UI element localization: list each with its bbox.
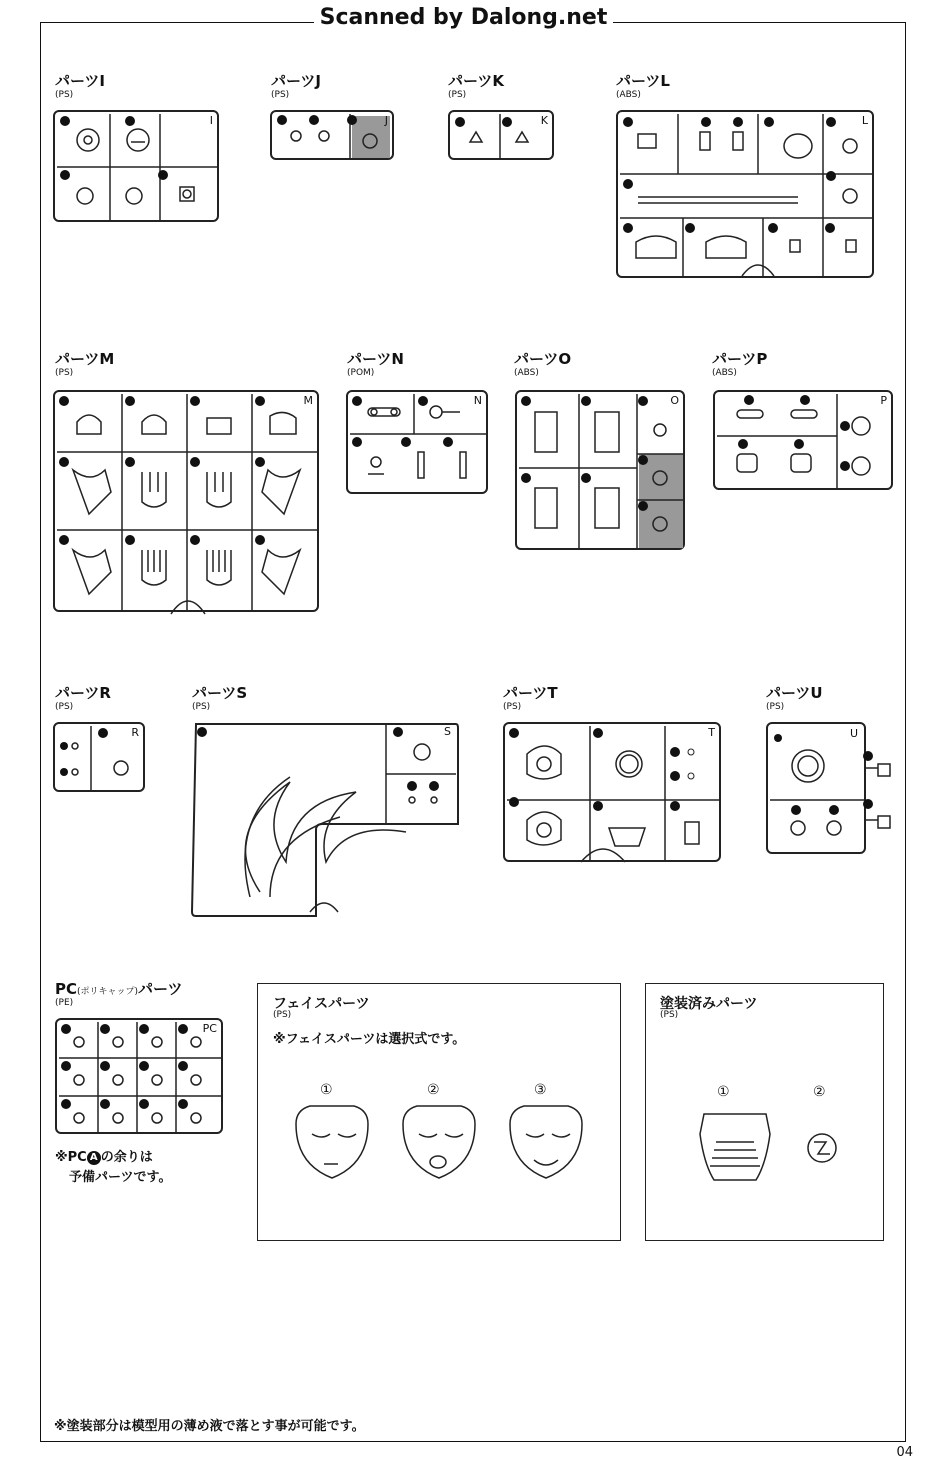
title-parts-k: パーツK	[448, 72, 505, 90]
face-index-3: ③	[534, 1082, 547, 1098]
face-box-material: (PS)	[273, 1010, 292, 1020]
runner-p-drawing	[715, 392, 895, 492]
runner-parts-pc	[55, 1018, 223, 1134]
title-parts-i: パーツI	[55, 72, 105, 90]
runner-m-drawing	[55, 392, 321, 614]
material-parts-pc: (PE)	[55, 998, 74, 1008]
runner-n-drawing	[348, 392, 490, 496]
runner-tag-pc: PC	[202, 1022, 217, 1035]
title-parts-t: パーツT	[503, 684, 558, 702]
title-parts-m: パーツM	[55, 350, 115, 368]
material-parts-u: (PS)	[766, 702, 785, 712]
runner-i-drawing	[55, 112, 221, 224]
title-parts-pc	[55, 981, 182, 1000]
runner-parts-o	[515, 390, 685, 550]
title-parts-n: パーツN	[347, 350, 404, 368]
runner-tag-i: I	[209, 114, 213, 127]
pc-title-sub: (ポリキャップ)	[77, 987, 139, 997]
runner-s-drawing	[190, 722, 460, 922]
material-parts-l: (ABS)	[616, 90, 641, 100]
runner-tag-t: T	[708, 726, 715, 739]
runner-tag-u: U	[850, 727, 859, 740]
material-parts-i: (PS)	[55, 90, 74, 100]
runner-parts-n	[346, 390, 488, 494]
painted-index-2: ②	[813, 1084, 826, 1100]
pc-title-main: PC	[55, 980, 78, 998]
face-box-note: ※フェイスパーツは選択式です。	[273, 1032, 466, 1047]
painted-drawings	[646, 984, 885, 1242]
face-box-title: フェイスパーツ	[273, 996, 370, 1012]
material-parts-p: (ABS)	[712, 368, 737, 378]
runner-tag-m: M	[303, 394, 313, 407]
title-parts-u: パーツU	[766, 684, 823, 702]
title-parts-l: パーツL	[616, 72, 670, 90]
runner-tag-n: N	[473, 394, 482, 407]
runner-parts-r	[53, 722, 145, 792]
runner-tag-r: R	[131, 726, 139, 739]
runner-t-drawing	[505, 724, 723, 864]
title-parts-j: パーツJ	[271, 72, 321, 90]
title-parts-o: パーツO	[514, 350, 572, 368]
painted-box-material: (PS)	[660, 1010, 679, 1020]
runner-parts-t	[503, 722, 721, 862]
runner-parts-u	[766, 722, 866, 854]
painted-parts-box	[645, 983, 884, 1241]
runner-tag-k: K	[540, 114, 548, 127]
runner-tag-p: P	[880, 394, 887, 407]
material-parts-n: (POM)	[347, 368, 375, 378]
pc-spare-note: ※PC A の余りは 予備パーツです。	[55, 1148, 171, 1188]
material-parts-r: (PS)	[55, 702, 74, 712]
runner-pc-drawing	[57, 1020, 225, 1136]
runner-parts-s	[190, 722, 460, 922]
material-parts-t: (PS)	[503, 702, 522, 712]
face-parts-box	[257, 983, 621, 1241]
runner-j-drawing	[272, 112, 396, 162]
painted-box-title: 塗装済みパーツ	[660, 996, 758, 1012]
runner-tag-o: O	[670, 394, 679, 407]
painted-index-1: ①	[717, 1084, 730, 1100]
title-parts-p: パーツP	[712, 350, 768, 368]
material-parts-s: (PS)	[192, 702, 211, 712]
page-number: 04	[896, 1445, 913, 1460]
pc-spare-note-line2: 予備パーツです。	[69, 1170, 172, 1185]
material-parts-k: (PS)	[448, 90, 467, 100]
face-index-1: ①	[320, 1082, 333, 1098]
material-parts-m: (PS)	[55, 368, 74, 378]
paint-footnote: ※塗装部分は模型用の薄め液で落とす事が可能です。	[54, 1419, 365, 1434]
runner-parts-m	[53, 390, 319, 612]
runner-parts-p	[713, 390, 893, 490]
runner-parts-l	[616, 110, 874, 278]
title-parts-s: パーツS	[192, 684, 248, 702]
runner-l-drawing	[618, 112, 876, 280]
scan-banner: Scanned by Dalong.net	[0, 5, 927, 30]
face-index-2: ②	[427, 1082, 440, 1098]
pc-title-end: パーツ	[138, 980, 183, 998]
face-drawings	[258, 984, 622, 1242]
runner-tag-j: J	[384, 114, 388, 127]
pc-letter-badge: A	[87, 1151, 101, 1165]
runner-tag-l: L	[861, 114, 868, 127]
runner-parts-k	[448, 110, 554, 160]
title-parts-r: パーツR	[55, 684, 111, 702]
material-parts-o: (ABS)	[514, 368, 539, 378]
runner-u-drawing	[768, 724, 898, 856]
runner-o-drawing	[517, 392, 687, 552]
runner-parts-i	[53, 110, 219, 222]
runner-parts-j	[270, 110, 394, 160]
runner-tag-s: S	[444, 725, 451, 738]
material-parts-j: (PS)	[271, 90, 290, 100]
